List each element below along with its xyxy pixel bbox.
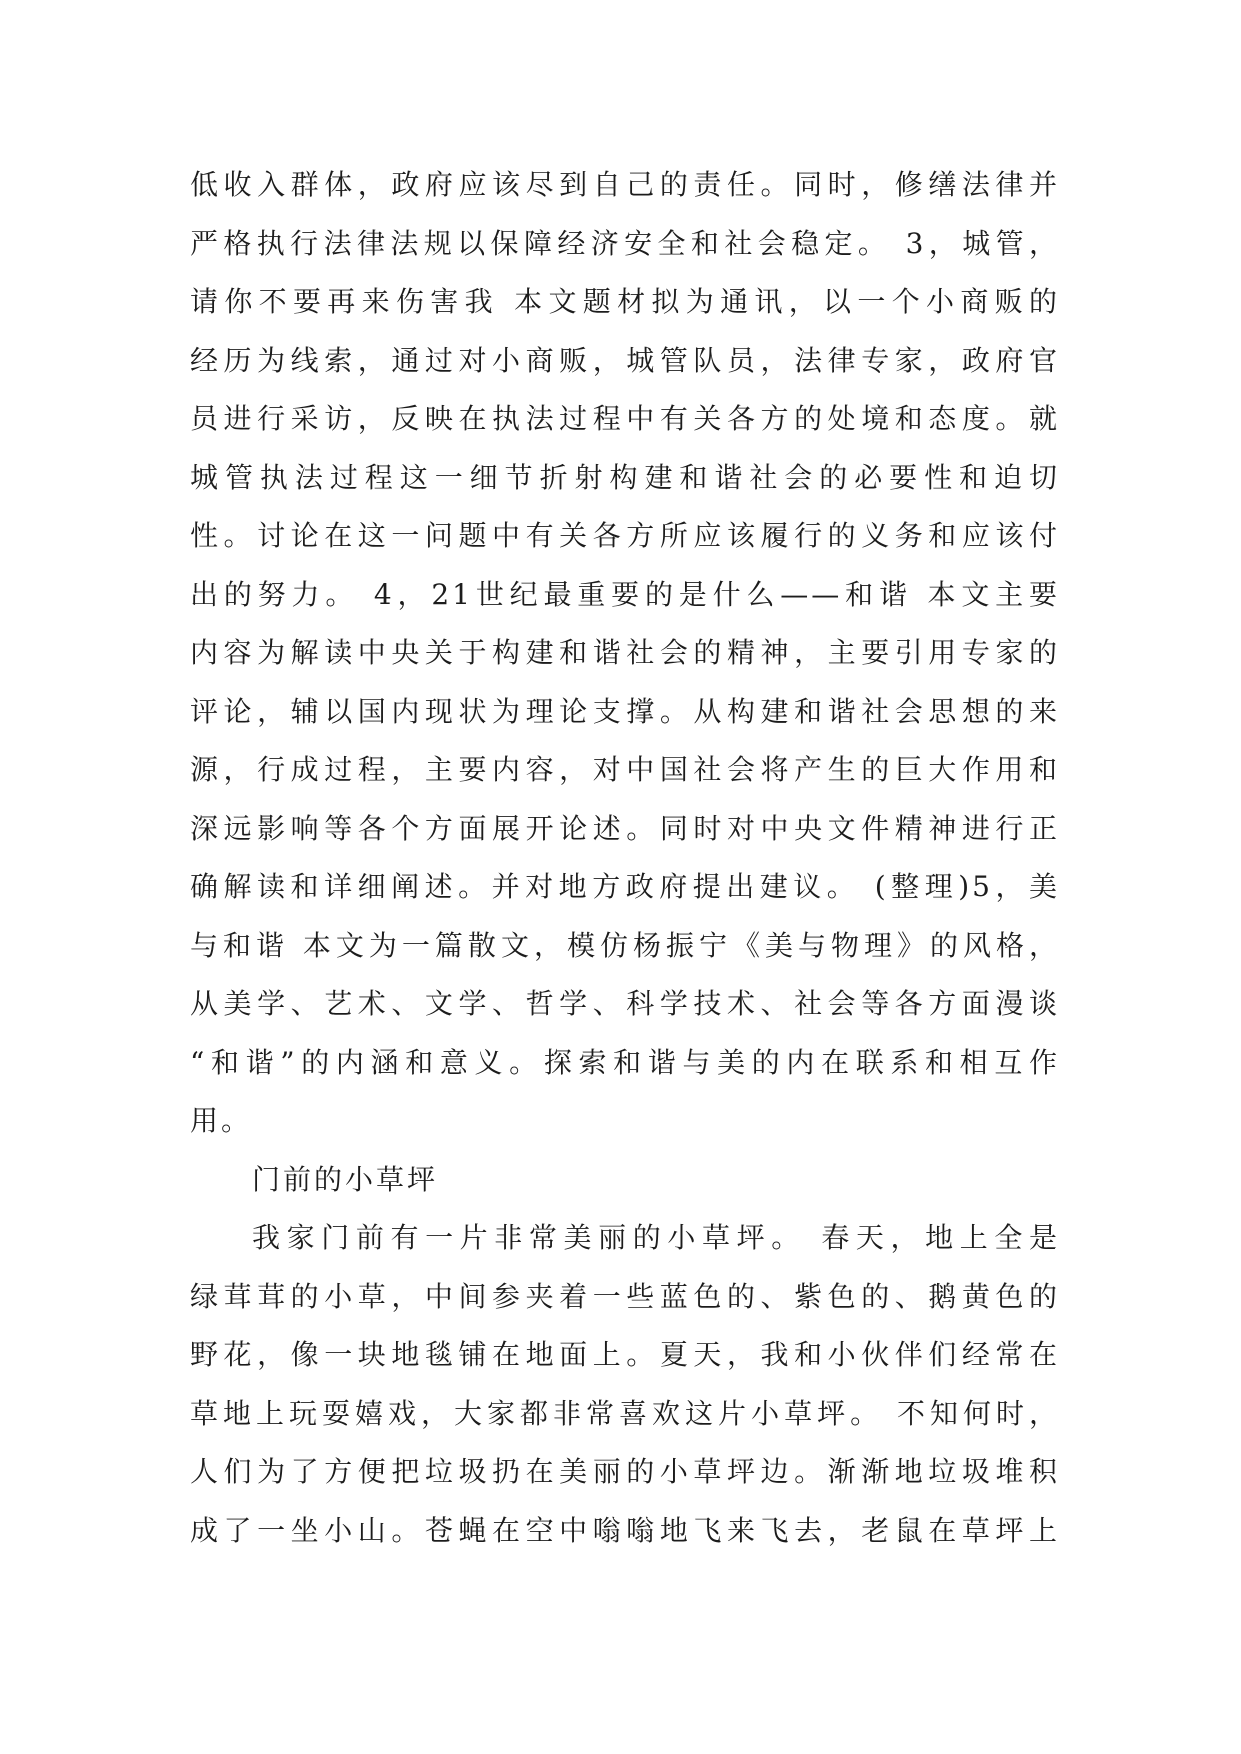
document-body (190, 156, 1060, 1560)
text-line: 深远影响等各个方面展开论述。同时对中央文件精神进行正 (190, 811, 1060, 845)
text-line: 城管执法过程这一细节折射构建和谐社会的必要性和迫切 (190, 460, 1060, 494)
text-line: 请你不要再来伤害我 本文题材拟为通讯，以一个小商贩的 (190, 285, 1060, 318)
text-line: 与和谐 本文为一篇散文，模仿杨振宁《美与物理》的风格， (190, 928, 1060, 962)
text-line: 低收入群体，政府应该尽到自己的责任。同时，修缮法律并 (190, 168, 1060, 201)
text-line: 评论，辅以国内现状为理论支撑。从构建和谐社会思想的来 (190, 694, 1060, 728)
text-line: 野花，像一块地毯铺在地面上。夏天，我和小伙伴们经常在 (190, 1338, 1060, 1371)
text-line: 用。 (190, 1104, 253, 1137)
text-line: 我家门前有一片非常美丽的小草坪。 春天，地上全是 (252, 1221, 1060, 1254)
text-line: 严格执行法律法规以保障经济安全和社会稳定。 3，城管， (190, 226, 1060, 260)
text-line: “和谐”的内涵和意义。探索和谐与美的内在联系和相互作 (190, 1045, 1060, 1079)
text-line: 出的努力。 4，21世纪最重要的是什么——和谐 本文主要 (190, 577, 1060, 611)
text-line: 源，行成过程，主要内容，对中国社会将产生的巨大作用和 (190, 753, 1060, 786)
text-line: 人们为了方便把垃圾扔在美丽的小草坪边。渐渐地垃圾堆积 (190, 1455, 1060, 1488)
text-line: 从美学、艺术、文学、哲学、科学技术、社会等各方面漫谈 (190, 987, 1060, 1020)
text-line: 经历为线索，通过对小商贩，城管队员，法律专家，政府官 (190, 343, 1060, 377)
text-line: 绿茸茸的小草，中间参夹着一些蓝色的、紫色的、鹅黄色的 (190, 1279, 1060, 1313)
text-line: 成了一坐小山。苍蝇在空中嗡嗡地飞来飞去，老鼠在草坪上 (190, 1513, 1060, 1547)
text-line: 确解读和详细阐述。并对地方政府提出建议。 (整理)5，美 (190, 870, 1060, 903)
text-line: 内容为解读中央关于构建和谐社会的精神，主要引用专家的 (190, 636, 1060, 669)
text-line: 员进行采访，反映在执法过程中有关各方的处境和态度。就 (190, 402, 1060, 435)
section-heading: 门前的小草坪 (252, 1162, 439, 1196)
text-line: 性。讨论在这一问题中有关各方所应该履行的义务和应该付 (190, 519, 1060, 552)
text-line: 草地上玩耍嬉戏，大家都非常喜欢这片小草坪。 不知何时， (190, 1396, 1060, 1430)
